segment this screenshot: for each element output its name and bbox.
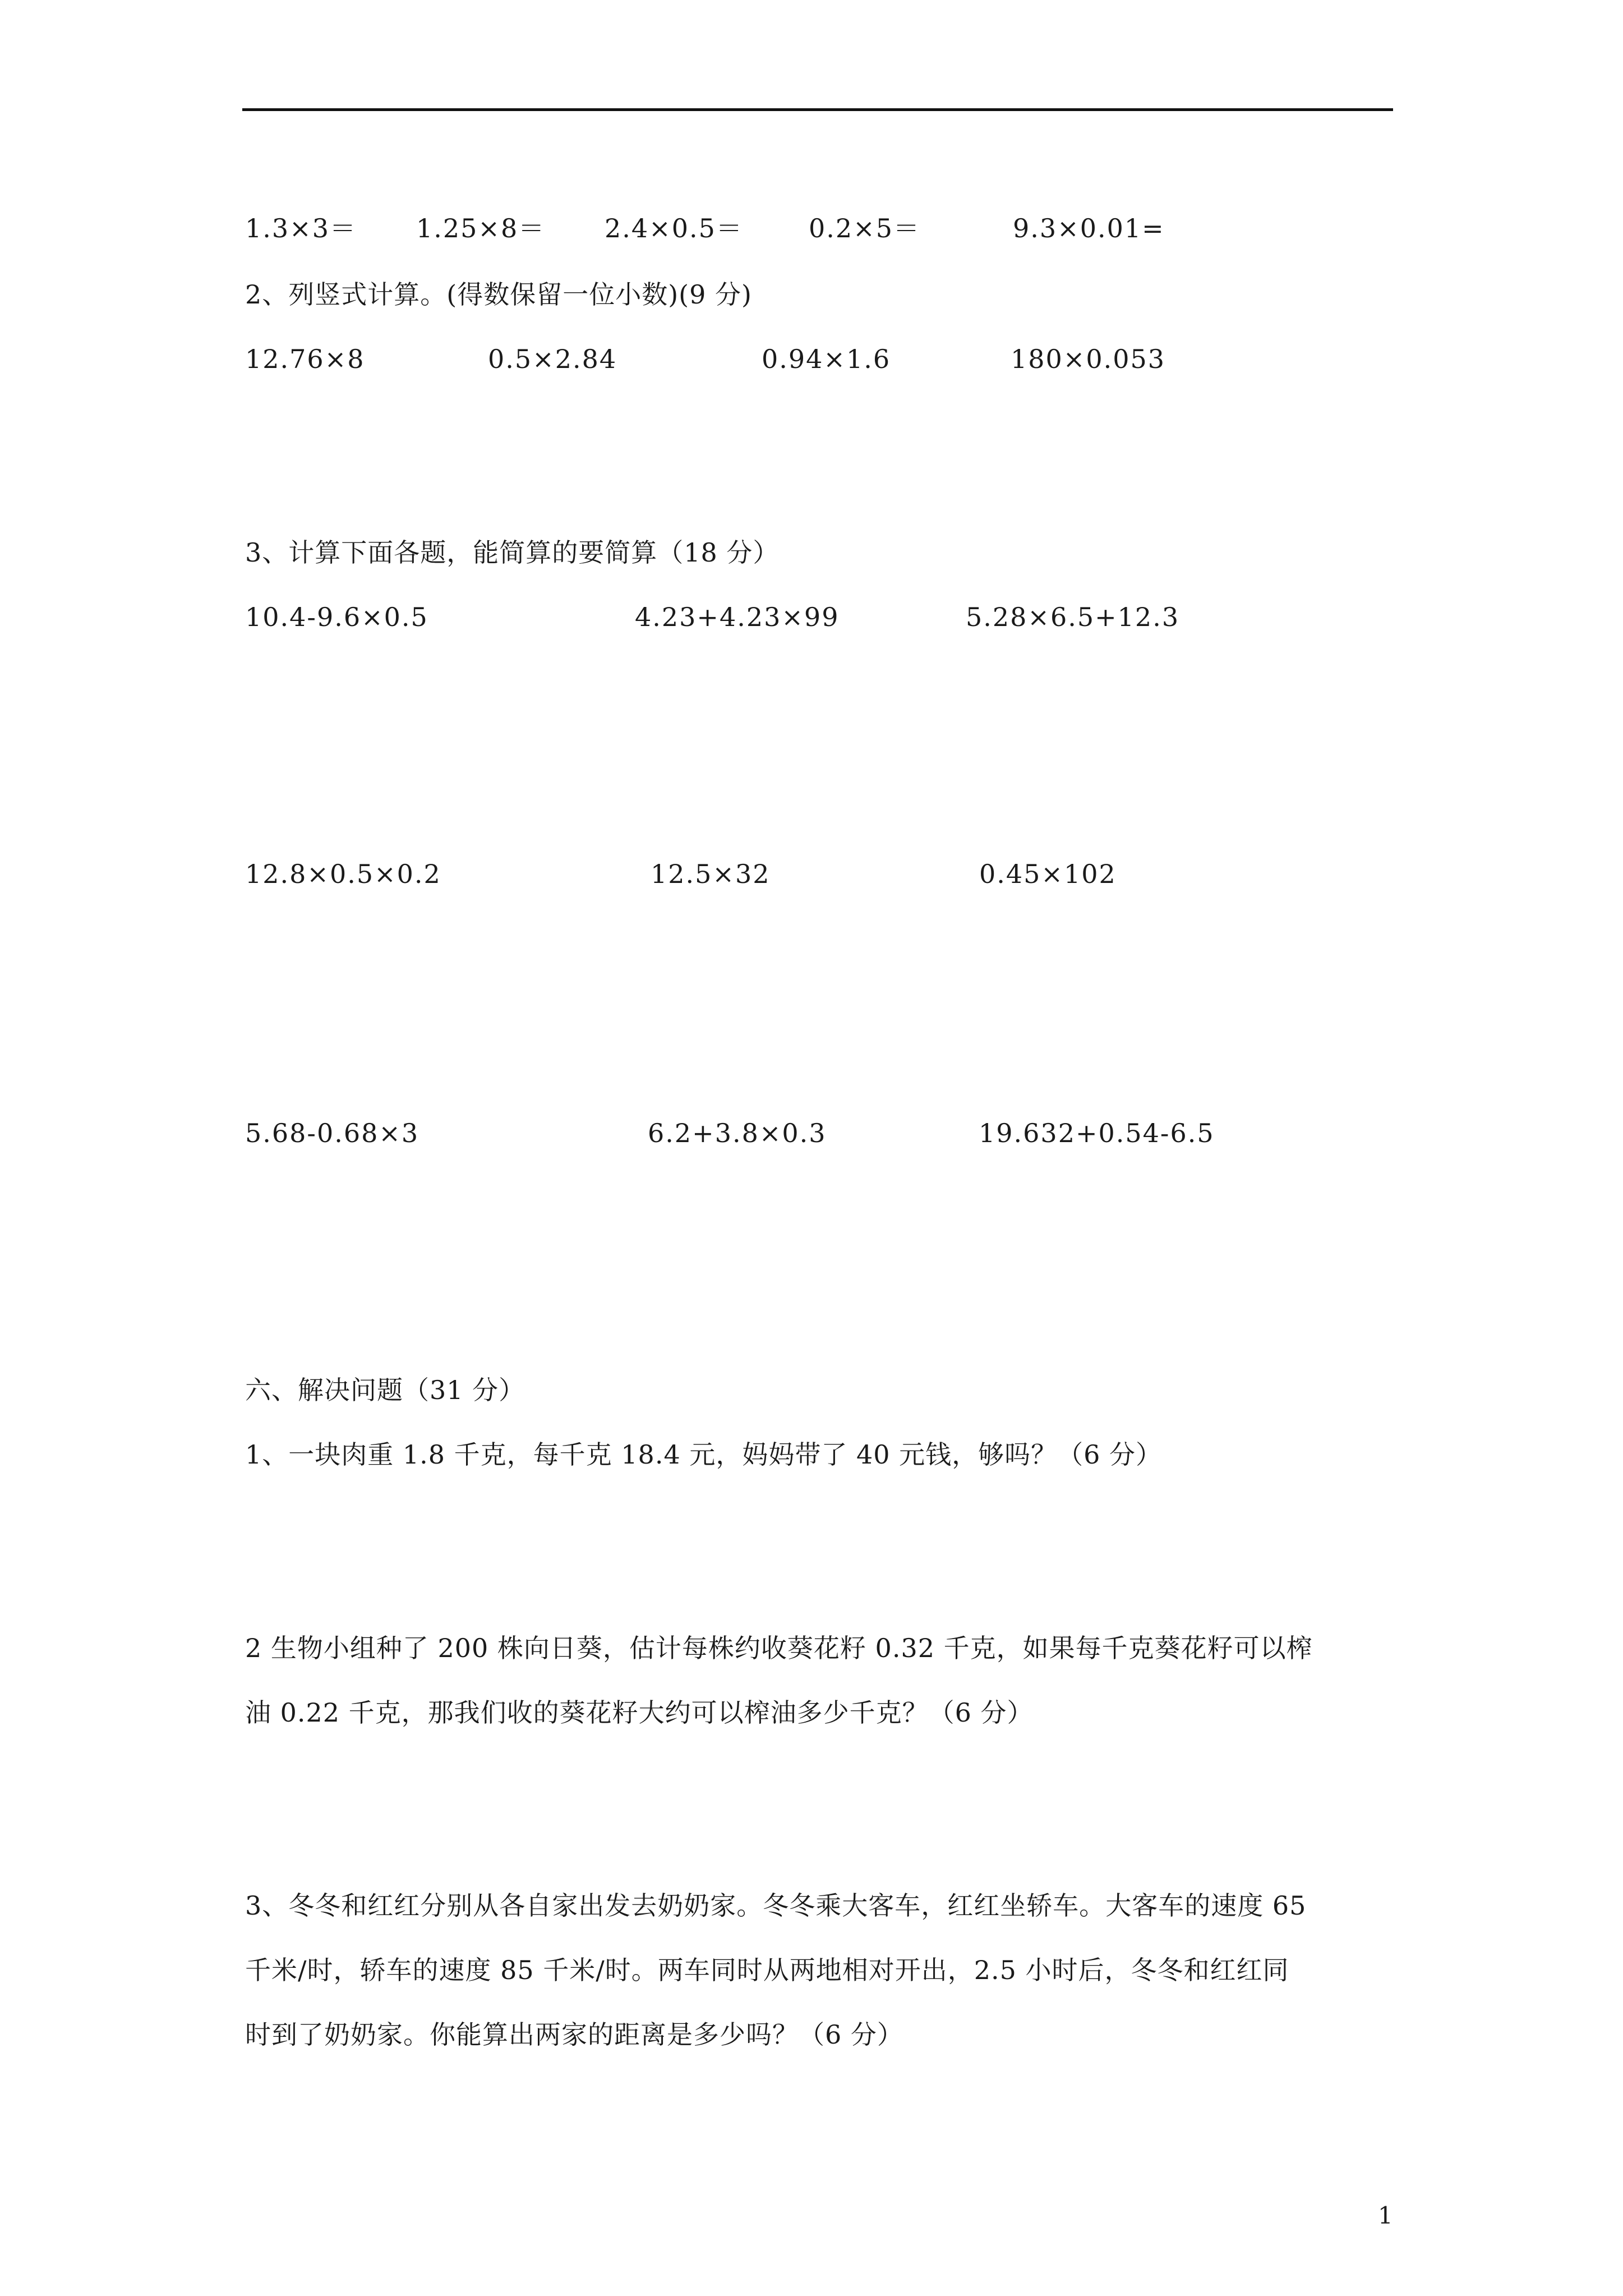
oral-calc-1: 1.3×3＝: [245, 213, 357, 243]
part6-question-1: 1、一块肉重 1.8 千克，每千克 18.4 元，妈妈带了 40 元钱，够吗？（6 分）: [245, 1439, 1162, 1470]
section3-r2-c1: 12.8×0.5×0.2: [245, 859, 441, 889]
section3-r2-c3: 0.45×102: [979, 859, 1117, 889]
part6-question-3-line-1: 3、冬冬和红红分别从各自家出发去奶奶家。冬冬乘大客车，红红坐轿车。大客车的速度 65: [245, 1890, 1307, 1921]
section3-r2-c2: 12.5×32: [651, 859, 771, 889]
section2-title: 2、列竖式计算。(得数保留一位小数)(9 分): [245, 279, 752, 310]
section2-item-1: 12.76×8: [245, 344, 365, 374]
part6-question-2-line-2: 油 0.22 千克，那我们收的葵花籽大约可以榨油多少千克？（6 分）: [245, 1697, 1034, 1728]
oral-calc-3: 2.4×0.5＝: [605, 213, 743, 243]
section3-r3-c3: 19.632+0.54-6.5: [979, 1118, 1215, 1148]
oral-calc-4: 0.2×5＝: [809, 213, 920, 243]
section3-r1-c1: 10.4-9.6×0.5: [245, 602, 428, 632]
part6-title: 六、解决问题（31 分）: [245, 1375, 525, 1405]
part6-question-2-line-1: 2 生物小组种了 200 株向日葵，估计每株约收葵花籽 0.32 千克，如果每千克葵花籽可以榨: [245, 1633, 1313, 1663]
page-number: 1: [1378, 2202, 1393, 2229]
section3-r3-c2: 6.2+3.8×0.3: [648, 1118, 827, 1148]
section3-r1-c2: 4.23+4.23×99: [635, 602, 840, 632]
section2-item-4: 180×0.053: [1011, 344, 1166, 374]
section3-r1-c3: 5.28×6.5+12.3: [966, 602, 1180, 632]
oral-calc-5: 9.3×0.01=: [1013, 213, 1165, 243]
part6-question-3-line-2: 千米/时，轿车的速度 85 千米/时。两车同时从两地相对开出，2.5 小时后，冬冬和红红同: [245, 1955, 1289, 1985]
header-rule: [242, 108, 1393, 111]
section3-title: 3、计算下面各题，能简算的要简算（18 分）: [245, 537, 780, 568]
oral-calc-2: 1.25×8＝: [416, 213, 546, 243]
section2-item-2: 0.5×2.84: [488, 344, 617, 374]
part6-question-3-line-3: 时到了奶奶家。你能算出两家的距离是多少吗？（6 分）: [245, 2019, 903, 2050]
section3-r3-c1: 5.68-0.68×3: [245, 1118, 419, 1148]
section2-item-3: 0.94×1.6: [762, 344, 891, 374]
